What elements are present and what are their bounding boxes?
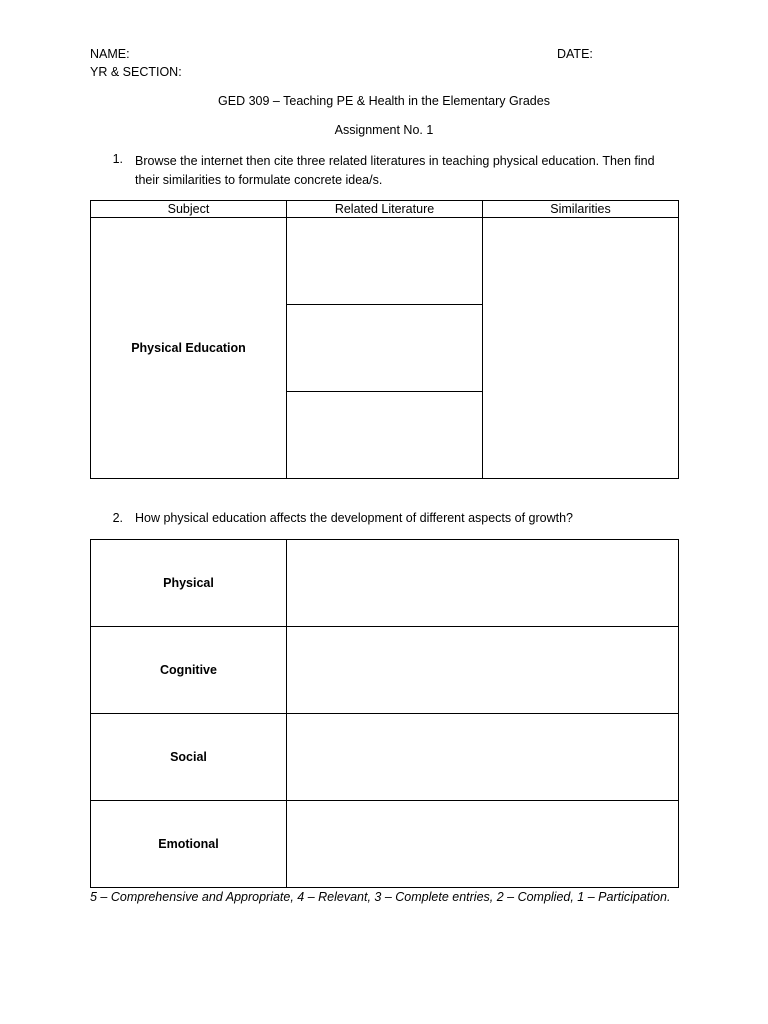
- question-2-number: 2.: [112, 511, 123, 525]
- related-literature-cell-1[interactable]: [287, 218, 483, 305]
- table-row: [91, 714, 679, 801]
- aspect-social-answer-cell[interactable]: [287, 714, 679, 801]
- growth-aspects-table: [90, 539, 679, 888]
- table-row: [91, 540, 679, 627]
- aspect-physical-answer-cell[interactable]: [287, 540, 679, 627]
- literature-table-header-row: [91, 201, 679, 218]
- question-2-text: How physical education affects the development of different aspects of growth?: [135, 511, 573, 525]
- name-label: NAME:: [90, 47, 130, 61]
- table-row: [91, 801, 679, 888]
- aspect-emotional-label: Emotional: [91, 801, 287, 888]
- related-literature-cell-2[interactable]: [287, 305, 483, 392]
- aspect-emotional-answer-cell[interactable]: [287, 801, 679, 888]
- date-label: DATE:: [557, 47, 593, 61]
- similarities-cell[interactable]: [483, 218, 679, 479]
- aspect-physical-label: Physical: [91, 540, 287, 627]
- subject-header: Subject: [91, 201, 287, 218]
- aspect-cognitive-label: Cognitive: [91, 627, 287, 714]
- question-1-text: Browse the internet then cite three related literatures in teaching physical education. Then find their similarities to formulate concrete idea/s.: [135, 154, 655, 187]
- subject-cell: Physical Education: [91, 218, 287, 479]
- yr-section-label: YR & SECTION:: [90, 65, 182, 79]
- table-row: [91, 218, 679, 305]
- rubric-note: 5 – Comprehensive and Appropriate, 4 – Relevant, 3 – Complete entries, 2 – Complied, 1 – Participation.: [90, 890, 671, 904]
- literature-table: [90, 200, 679, 479]
- aspect-cognitive-answer-cell[interactable]: [287, 627, 679, 714]
- question-1-number: 1.: [112, 152, 123, 166]
- related-literature-header: Related Literature: [287, 201, 483, 218]
- aspect-social-label: Social: [91, 714, 287, 801]
- table-row: [91, 627, 679, 714]
- similarities-header: Similarities: [483, 201, 679, 218]
- related-literature-cell-3[interactable]: [287, 392, 483, 479]
- course-title: GED 309 – Teaching PE & Health in the Elementary Grades: [218, 94, 550, 108]
- assignment-title: Assignment No. 1: [334, 123, 434, 137]
